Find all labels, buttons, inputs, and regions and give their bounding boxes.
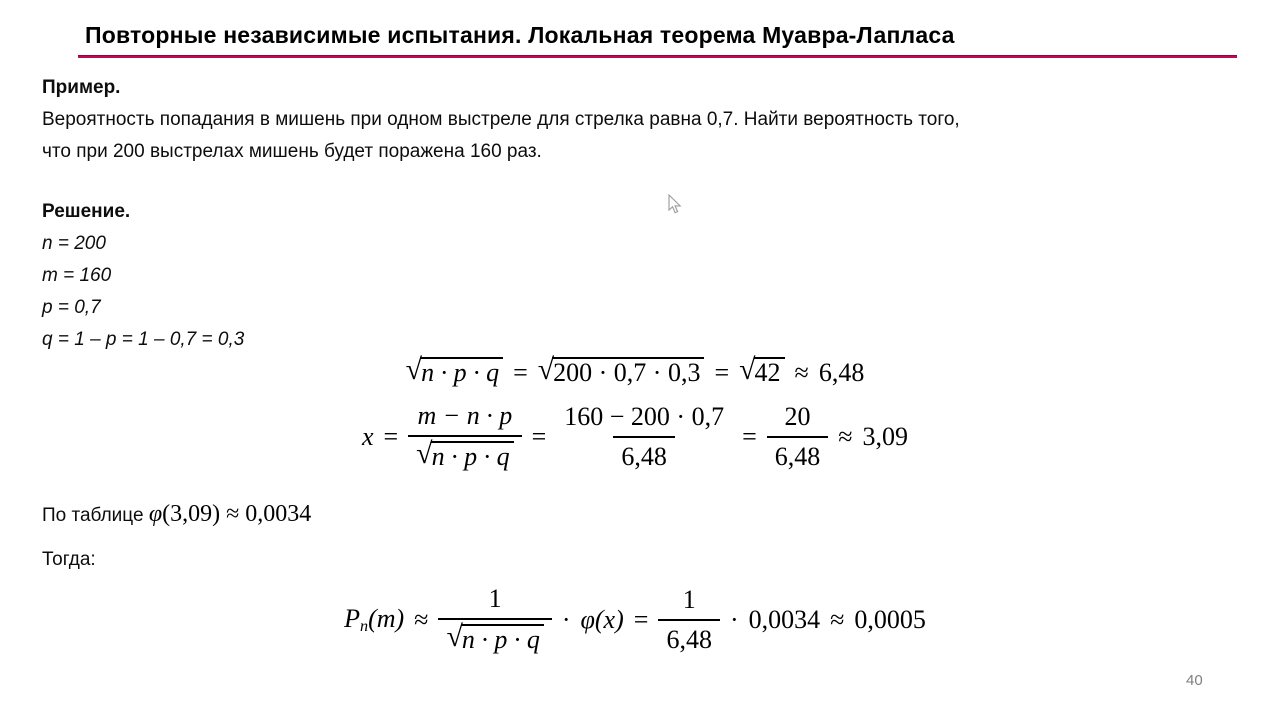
then-label: Тогда: xyxy=(42,549,96,570)
example-label: Пример. xyxy=(42,77,121,98)
phi-value: 0,0034 xyxy=(748,605,821,634)
formula-sqrt-npq xyxy=(0,350,1270,396)
equals-sign: = xyxy=(742,422,757,451)
variable-x: x xyxy=(361,422,374,451)
given-line: n = 200 xyxy=(42,233,106,254)
sqrt-term: √ n · p · q xyxy=(446,624,543,655)
sqrt-term: √ 42 xyxy=(739,357,784,388)
equals-sign: = xyxy=(633,605,649,634)
table-lookup-line: По таблице φ(3,09) ≈ 0,0034 xyxy=(42,501,312,527)
phi-symbol: φ xyxy=(148,501,163,527)
given-line: p = 0,7 xyxy=(42,297,101,318)
example-text-line: Вероятность попадания в мишень при одном выстреле для стрелка равна 0,7. Найти вероятность того, xyxy=(42,109,960,130)
approx-sign: ≈ xyxy=(830,605,845,634)
sqrt-term: √ n · p · q xyxy=(416,441,513,472)
fraction: $\frac{20}{6,48}$ xyxy=(767,403,829,471)
slide-title: Повторные независимые испытания. Локальная теорема Муавра-Лапласа xyxy=(85,22,955,48)
probability-term: $P_n(m)$ xyxy=(344,603,405,635)
approx-sign: ≈ xyxy=(414,605,429,634)
fraction: $\frac{160 - 200 \cdot 0,7}{6,48}$ xyxy=(564,401,725,471)
mouse-cursor-icon xyxy=(668,194,683,215)
formula-x-value xyxy=(0,400,1270,474)
radical-sign-icon: √ xyxy=(446,619,463,653)
solution-label: Решение. xyxy=(42,201,131,222)
title-underline xyxy=(78,55,1237,58)
page-number: 40 xyxy=(1186,672,1203,689)
approx-sign: ≈ xyxy=(838,422,853,451)
equals-sign: = xyxy=(714,358,730,387)
formula-result: 0,0005 xyxy=(854,605,926,634)
table-lookup-prefix: По таблице xyxy=(42,505,149,526)
radical-sign-icon: √ xyxy=(537,353,555,387)
radical-sign-icon: √ xyxy=(405,353,423,387)
formula-pnm xyxy=(0,583,1270,657)
dot-operator: · xyxy=(729,605,739,634)
given-line: m = 160 xyxy=(42,265,112,286)
phi-of-x: φ(x) xyxy=(580,605,624,634)
fraction: m − n · p √ n · p · q xyxy=(408,402,521,472)
formula-result: 3,09 xyxy=(862,422,909,451)
dot-operator: · xyxy=(561,605,571,634)
fraction: 1 √ n · p · q xyxy=(438,585,551,655)
formula-result: 6,48 xyxy=(818,358,865,387)
sqrt-term: √ n · p · q xyxy=(406,357,503,388)
equals-sign: = xyxy=(513,358,528,387)
example-text-line: что при 200 выстрелах мишень будет поражена 160 раз. xyxy=(42,141,542,162)
radical-sign-icon: √ xyxy=(416,436,433,470)
approx-sign: ≈ xyxy=(794,358,809,387)
sqrt-term: √ 200 · 0,7 · 0,3 xyxy=(538,357,705,388)
radical-sign-icon: √ xyxy=(739,353,756,387)
equals-sign: = xyxy=(383,422,399,451)
equals-sign: = xyxy=(531,422,547,451)
given-line: q = 1 – p = 1 – 0,7 = 0,3 xyxy=(42,329,245,350)
fraction: $\frac{1}{6,48}$ xyxy=(658,586,720,654)
